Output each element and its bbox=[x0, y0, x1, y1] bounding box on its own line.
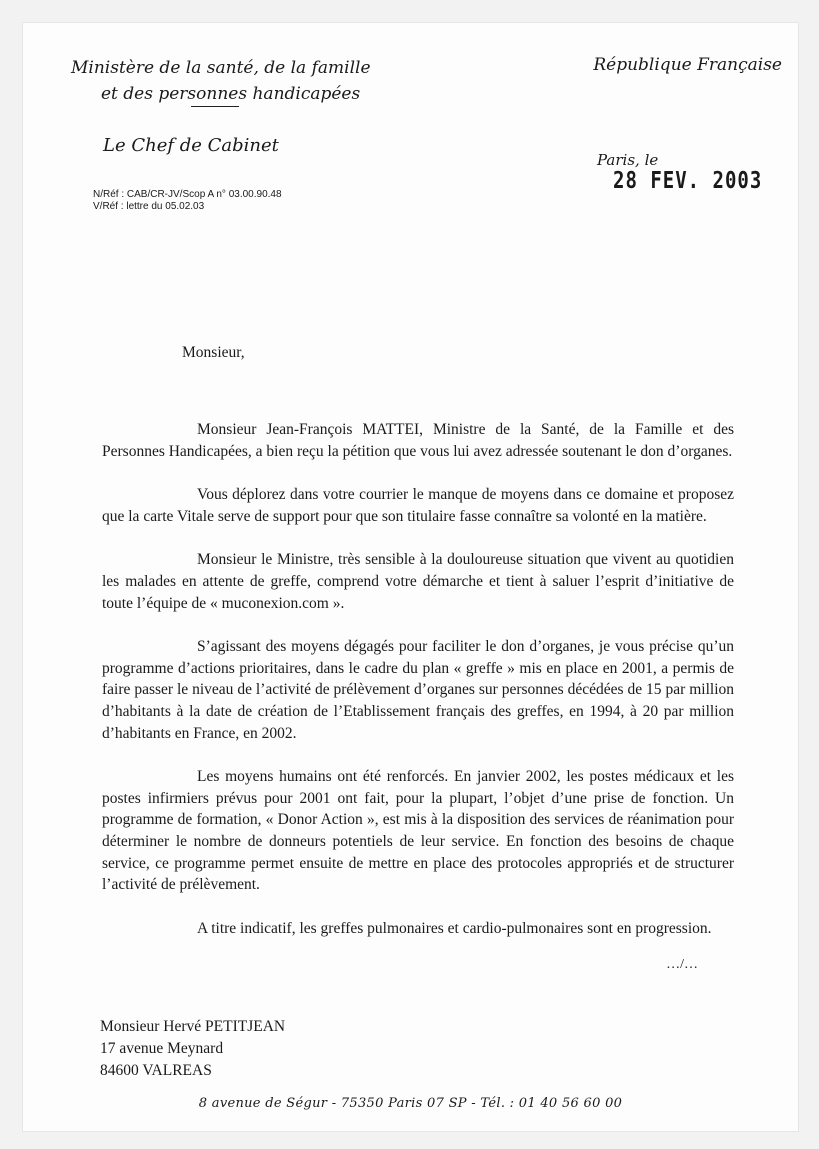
paragraph: Les moyens humains ont été renforcés. En janvier 2002, les postes médicaux et les postes infirmiers prévus pour 2001 ont fait, pour la plupart, l’objet d’une prise de fonction. Un programme de formation, « Donor Action », est mis à la disposition des services de réanimation pour déterminer le nombre de donneurs potentiels de leur service. En fonction des besoins de chaque service, ce programme permet ensuite de mettre en place des protocoles appropriés et de structurer l’activité de prélèvement. bbox=[102, 768, 734, 894]
reference-block bbox=[93, 189, 282, 213]
paragraph: Monsieur Jean-François MATTEI, Ministre de la Santé, de la Famille et des Personnes Handicapées, a bien reçu la pétition que vous lui avez adressée soutenant le don d’organes. bbox=[102, 421, 734, 460]
paragraph: S’agissant des moyens dégagés pour faciliter le don d’organes, je vous précise qu’un programme d’actions prioritaires, dans le cadre du plan « greffe » mis en place en 2001, a permis de faire passer le niveau de l’activité de prélèvement d’organes sur personnes décédées de 15 par million d’habitants à la date de création de l’Etablissement français des greffes, en 1994, à 20 par million d’habitants en France, en 2002. bbox=[102, 638, 734, 742]
ministry-line-2: et des personnes handicapées bbox=[101, 84, 361, 104]
republic-header: République Française bbox=[593, 55, 782, 75]
date-line bbox=[597, 151, 798, 195]
your-reference: V/Réf : lettre du 05.02.03 bbox=[93, 201, 205, 212]
continuation-mark: …/… bbox=[666, 957, 698, 972]
recipient-name: Monsieur Hervé PETITJEAN bbox=[100, 1018, 286, 1035]
ministry-line-1: Ministère de la santé, de la famille bbox=[71, 58, 371, 78]
recipient-city: 84600 VALREAS bbox=[100, 1062, 212, 1079]
recipient-street: 17 avenue Meynard bbox=[100, 1040, 224, 1057]
our-reference: N/Réf : CAB/CR-JV/Scop A n° 03.00.90.48 bbox=[93, 189, 282, 200]
footer-address: 8 avenue de Ségur - 75350 Paris 07 SP - Tél. : 01 40 56 60 00 bbox=[198, 1096, 623, 1111]
ministry-header bbox=[71, 55, 371, 107]
paragraph: Monsieur le Ministre, très sensible à la douloureuse situation que vivent au quotidien les malades en attente de greffe, comprend votre démarche et tient à saluer l’esprit d’initiative de toute l’équipe de « muconexion.com ». bbox=[102, 551, 734, 612]
header-divider bbox=[191, 106, 239, 107]
recipient-address bbox=[100, 1016, 285, 1082]
office-title: Le Chef de Cabinet bbox=[103, 135, 279, 156]
paragraph: Vous déplorez dans votre courrier le manque de moyens dans ce domaine et proposez que la carte Vitale serve de support pour que son titulaire fasse connaître sa volonté en la matière. bbox=[102, 486, 734, 525]
date-prefix: Paris, le bbox=[597, 151, 659, 169]
date-stamp: 28 FEV. 2003 bbox=[613, 167, 763, 195]
letter-body bbox=[102, 419, 734, 961]
paragraph: A titre indicatif, les greffes pulmonaires et cardio-pulmonaires sont en progression. bbox=[197, 919, 712, 937]
greeting: Monsieur, bbox=[182, 344, 245, 361]
letter-page bbox=[22, 22, 799, 1132]
